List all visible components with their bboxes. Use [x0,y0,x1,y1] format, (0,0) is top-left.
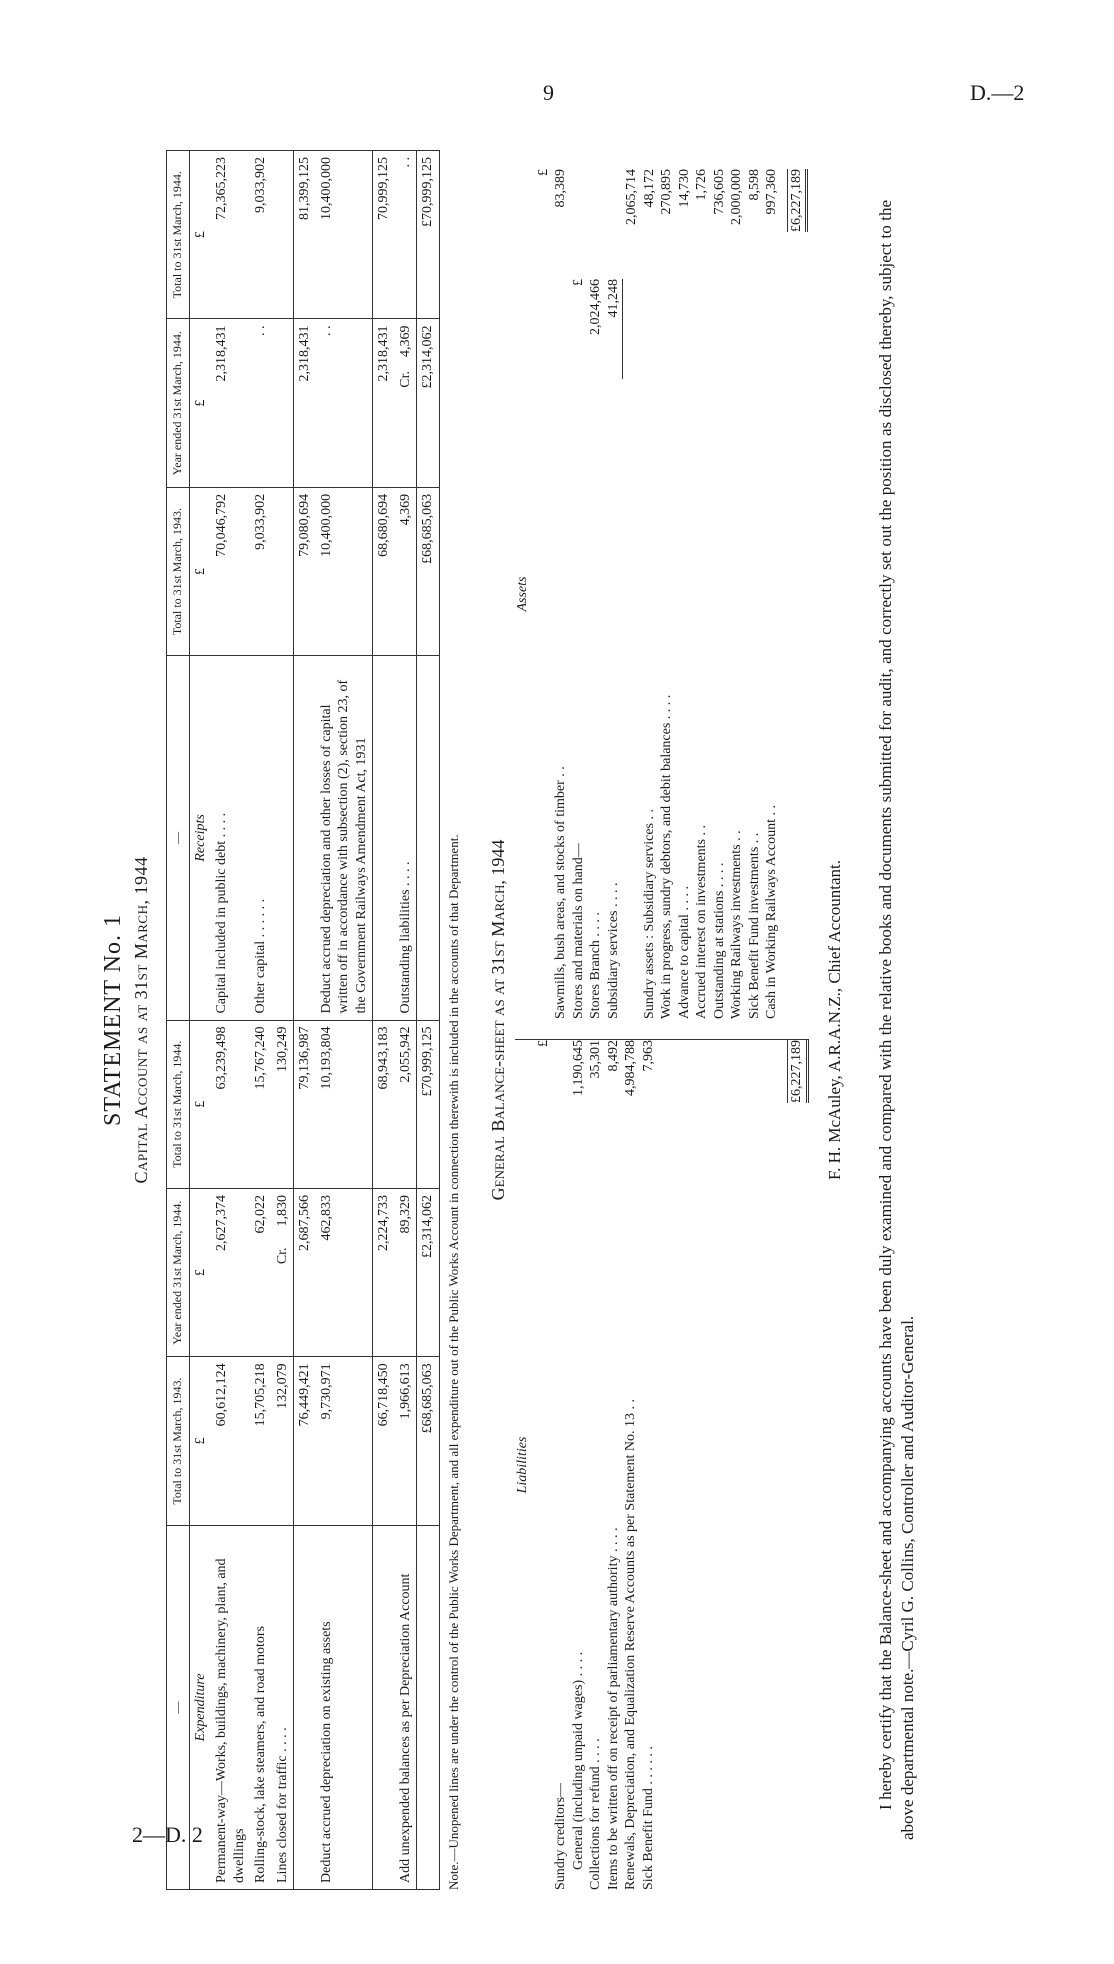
cell-value: 76,449,421 [294,1357,316,1525]
list-item [622,1040,640,1890]
liabilities-section [515,1040,809,1890]
col-rec-year-1944: Year ended 31st March, 1944. [167,319,190,487]
cell-value [552,1040,570,1150]
empty-cell [373,1525,395,1889]
cell-value [587,1150,605,1250]
row-label: Renewals, Depreciation, and Equalization Reserve Accounts as per Statement No. 13 . . [623,1398,639,1890]
col-rec-total-1943: Total to 31st March, 1943. [167,487,190,655]
cell-value [711,279,729,379]
cell-value: 14,730 [676,169,692,208]
cell-value: 2,055,942 [395,1020,417,1188]
list-item [693,169,711,1019]
cell-value: 1,966,613 [395,1357,417,1525]
list-item [641,169,659,1019]
row-label: Accrued interest on investments . . [694,824,710,1019]
cell-value [623,279,641,379]
expenditure-heading: Expenditure [189,1525,211,1889]
cell-value: 89,329 [395,1188,417,1356]
cell-value [676,279,694,379]
cell-value [746,279,764,379]
cell-value: 2,318,431 [373,319,395,487]
cell-value: 270,895 [659,169,675,215]
list-item [763,169,781,1019]
total-row [787,169,809,1019]
row-label: Items to be written off on receipt of parliamentary authority . . . . [605,1527,621,1890]
row-label: Sawmills, bush areas, and stocks of timber . . [553,766,569,1019]
cell-value: 9,033,902 [250,151,272,319]
row-label [623,379,641,1019]
row-label: Sundry creditors— [553,1783,569,1890]
cell-value: 4,369 [395,487,417,655]
list-item [535,1040,553,1890]
list-item [587,1040,605,1890]
cell-value: 8,598 [746,169,762,201]
cell-value: 2,318,431 [211,319,250,487]
deduct-row [316,151,373,1890]
cell-value: 9,033,902 [250,487,272,655]
cell-value: . . [316,319,373,487]
cell-value [605,169,624,279]
cell-value: 2,687,566 [294,1188,316,1356]
row-label: Capital included in public debt . . . . [211,656,250,1020]
list-item [587,169,605,1019]
accountant-signature: F. H. McAuley, A.R.A.N.Z., Chief Accountant. [824,859,844,1181]
cell-value: 63,239,498 [211,1020,250,1188]
cell-value: 10,400,000 [316,487,373,655]
col-exp-year-1944: Year ended 31st March, 1944. [167,1188,190,1356]
cell-value [640,1150,658,1250]
cell-value: 79,080,694 [294,487,316,655]
cell-value [728,279,746,379]
add-row [395,151,417,1890]
table-note: Note.—Unopened lines are under the control of the Public Works Department, and all expenditure out of the Public Works Account in connection therewith is included in the accounts of that Department. [445,834,461,1890]
cell-value: 2,318,431 [294,319,316,487]
cell-value: 68,943,183 [373,1020,395,1188]
list-item [676,169,694,1019]
row-label: Rolling-stock, lake steamers, and road motors [250,1525,272,1889]
row-label: General (including unpaid wages) . . . . [570,1651,586,1870]
empty-cell [294,656,316,1020]
row-label: Stores Branch . . . . [588,912,604,1019]
cell-value: 68,680,694 [373,487,395,655]
currency-symbol: £ [189,1020,211,1188]
empty-cell [373,656,395,1020]
list-item [746,169,764,1019]
subtotal-row [373,151,395,1890]
cell-value [641,279,659,379]
row-label [272,656,294,1020]
empty-cell [417,656,440,1020]
cell-value: 2,224,733 [373,1188,395,1356]
list-item [552,1040,570,1890]
list-item [658,169,676,1019]
col-rec-total-1944: Total to 31st March, 1944. [167,151,190,319]
cell-value: 2,627,374 [211,1188,250,1356]
list-item [605,169,624,1019]
row-label: Sundry assets : Subsidiary services . . [641,809,657,1019]
currency-symbol: £ [535,1040,551,1047]
cell-value [658,279,676,379]
col-exp-total-1943: Total to 31st March, 1943. [167,1357,190,1525]
currency-row [189,151,211,1890]
list-item [535,169,553,1019]
cell-value: 132,079 [272,1357,294,1525]
cell-value [570,1150,588,1250]
cell-value [272,319,294,487]
cell-value: 60,612,124 [211,1357,250,1525]
list-item [623,169,641,1019]
row-label: Sick Benefit Fund investments . . [746,832,762,1019]
cell-value [552,279,570,379]
cell-value: 10,400,000 [316,151,373,319]
list-item [640,1040,658,1890]
list-item [728,169,746,1019]
cell-value: 1,190,645 [570,1040,586,1096]
row-label: Outstanding at stations . . . . [711,862,727,1019]
liabilities-total: £6,227,189 [787,1040,809,1103]
cell-value: 130,249 [272,1020,294,1188]
cell-value: . . [395,151,417,319]
cell-value: 83,389 [553,169,569,208]
cell-value: 62,022 [250,1188,272,1356]
total-value: £2,314,062 [417,1188,440,1356]
cell-value [622,1150,640,1250]
currency-symbol: £ [189,1357,211,1525]
cell-value: . . [250,319,272,487]
cell-value: Cr. 1,830 [272,1188,294,1356]
capital-account-table [166,150,440,1890]
cell-value: 2,065,714 [624,169,640,225]
cell-value: 41,248 [605,279,624,379]
total-value: £70,999,125 [417,1020,440,1188]
cell-value: 10,193,804 [316,1020,373,1188]
cell-value: 81,399,125 [294,151,316,319]
audit-certificate: I hereby certify that the Balance-sheet and accompanying accounts have been duly examined and compared with the relative books and documents submitted for audit, and correctly set out the position as disclosed thereby, subject to the above departmental note.—Cyril G. Collins, Controller and Auditor-General. [875,200,917,1840]
rotated-content [100,150,1000,1890]
cell-value: 1,726 [694,169,710,201]
cell-value: 2,000,000 [729,169,745,225]
currency-symbol: £ [535,169,551,176]
currency-symbol: £ [189,487,211,655]
col-expenditure-header: — [167,1525,190,1889]
cell-value: 70,999,125 [373,151,395,319]
row-label: Working Railways investments . . [729,830,745,1019]
cell-value [605,1150,623,1250]
table-row [211,151,250,1890]
total-value: £70,999,125 [417,151,440,319]
empty-cell [417,1525,440,1889]
document-code: D.—2 [970,80,1025,105]
cell-value: 4,984,788 [623,1040,639,1096]
footer-code: 2—D. 2 [132,1822,203,1847]
empty-cell [294,1525,316,1889]
row-label: Work in progress, sundry debtors, and debit balances . . . . [659,694,675,1019]
table-row [250,151,272,1890]
cell-value: 35,301 [588,1040,604,1079]
row-label: Subsidiary services . . . . [605,882,621,1019]
cell-value [272,487,294,655]
row-label: Deduct accrued depreciation and other losses of capital written off in accordance with subsection (2), section 23, of the Government Railways Amendment Act, 1931 [316,656,373,1020]
row-label: Add unexpended balances as per Depreciation Account [395,1525,417,1889]
cell-value: 2,024,466 [588,279,604,335]
assets-heading: Assets [514,576,530,612]
cell-value: 736,605 [711,169,727,215]
currency-symbol: £ [189,319,211,487]
statement-title: STATEMENT No. 1 [100,914,126,1126]
subtotal-row [294,151,316,1890]
cell-value: £ [570,279,586,286]
row-label: Deduct accrued depreciation on existing assets [316,1525,373,1889]
row-label: Sick Benefit Fund . . . . . . [640,1746,656,1890]
row-label: Permanent-way—Works, buildings, machinery, plant, and dwellings [211,1525,250,1889]
assets-total: £6,227,189 [787,169,809,232]
cell-value: 48,172 [641,169,657,208]
page-number: 9 [543,80,554,105]
row-label: Advance to capital . . . . [676,886,692,1019]
cell-value: 462,833 [316,1188,373,1356]
cell-value: 997,360 [764,169,780,215]
row-label: Cash in Working Railways Account . . [764,804,780,1019]
cell-value: 7,963 [640,1040,656,1072]
cell-value [693,279,711,379]
list-item [605,1040,623,1890]
cell-value: 66,718,450 [373,1357,395,1525]
row-label: Other capital . . . . . . [250,656,272,1020]
liabilities-heading: Liabilities [514,1436,530,1494]
list-item [711,169,729,1019]
table-row [272,151,294,1890]
balance-sheet-title: General Balance-sheet as at 31st March, 1944 [487,839,508,1201]
cell-value: Cr. 4,369 [395,319,417,487]
list-item [570,1040,588,1890]
cell-value: 79,136,987 [294,1020,316,1188]
currency-symbol: £ [189,151,211,319]
list-item [570,169,588,1019]
row-label: Lines closed for traffic . . . . [272,1525,294,1889]
cell-value: 15,705,218 [250,1357,272,1525]
cell-value: 8,492 [605,1040,621,1072]
col-exp-total-1944: Total to 31st March, 1944. [167,1020,190,1188]
cell-value: 15,767,240 [250,1020,272,1188]
row-label: Outstanding liabilities . . . . [395,656,417,1020]
total-value: £68,685,063 [417,487,440,655]
cell-value: 9,730,971 [316,1357,373,1525]
currency-symbol: £ [189,1188,211,1356]
cell-value [763,279,781,379]
cell-value [552,1150,570,1250]
statement-subtitle: Capital Account as at 31st March, 1944 [131,856,151,1184]
totals-row [417,151,440,1890]
cell-value [570,169,588,279]
col-receipts-header: — [167,656,190,1020]
cell-value [272,151,294,319]
cell-value: 70,046,792 [211,487,250,655]
receipts-heading: Receipts [189,656,211,1020]
assets-section [515,169,809,1040]
row-label: Collections for refund . . . . [588,1738,604,1890]
total-value: £68,685,063 [417,1357,440,1525]
total-value: £2,314,062 [417,319,440,487]
total-row [787,1040,809,1890]
list-item [552,169,570,1019]
row-label: Stores and materials on hand— [570,843,586,1019]
cell-value [587,169,605,279]
balance-sheet [515,150,809,1890]
cell-value: 72,365,223 [211,151,250,319]
